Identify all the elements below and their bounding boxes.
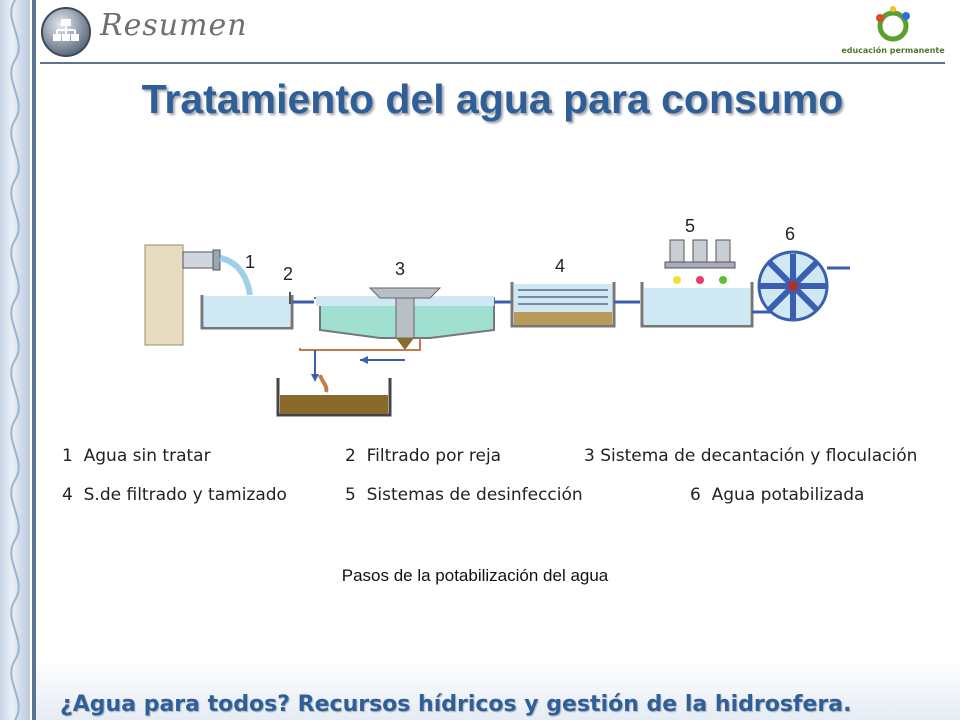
distribution-wheel <box>759 252 827 320</box>
left-rule <box>32 0 36 720</box>
legend-item-6 <box>690 485 864 505</box>
footer-title: ¿Agua para todos? Recursos hídricos y gestión de la hidrosfera. <box>60 692 852 717</box>
raw-water-tank <box>204 296 290 327</box>
legend-label: Sistemas de desinfección <box>366 485 583 505</box>
disinfection-tanks <box>665 240 735 268</box>
legend-label: Sistema de decantación y floculación <box>600 446 918 466</box>
water-treatment-diagram <box>130 200 950 430</box>
wave-pattern-icon <box>0 0 30 720</box>
step-number-6: 6 <box>785 224 796 244</box>
legend-item-2 <box>345 446 501 466</box>
legend-number: 1 <box>62 446 73 466</box>
legend-label: Agua sin tratar <box>83 446 211 466</box>
legend-label: Filtrado por reja <box>366 446 502 466</box>
legend-item-4 <box>62 485 287 505</box>
legend-number: 4 <box>62 485 73 505</box>
intake-wall <box>145 245 183 345</box>
step-number-4: 4 <box>555 256 566 276</box>
legend-number: 3 <box>584 446 595 466</box>
diagram-caption: Pasos de la potabilización del agua <box>341 566 609 585</box>
step-number-3: 3 <box>395 259 406 279</box>
filter-tank <box>514 284 612 312</box>
legend-label: S.de filtrado y tamizado <box>83 485 287 505</box>
legend-item-5 <box>345 485 583 505</box>
legend-number: 5 <box>345 485 356 505</box>
sitemap-icon <box>40 6 92 58</box>
legend-item-3 <box>584 446 917 466</box>
legend-number: 6 <box>690 485 701 505</box>
legend-item-1 <box>62 446 211 466</box>
intake-pipe <box>183 252 213 268</box>
step-number-1: 1 <box>245 252 256 272</box>
legend-label: Agua potabilizada <box>711 485 865 505</box>
step-number-5: 5 <box>685 216 696 236</box>
logo-text: educación permanente <box>841 46 945 55</box>
legend-number: 2 <box>345 446 356 466</box>
step-number-2: 2 <box>283 264 294 284</box>
left-decorative-band <box>0 0 30 720</box>
section-title: Resumen <box>100 8 248 43</box>
sludge-tank <box>280 395 388 414</box>
page-title: Tratamiento del agua para consumo <box>141 76 844 122</box>
header-rule <box>40 62 945 64</box>
disinfection-tank <box>644 288 750 325</box>
